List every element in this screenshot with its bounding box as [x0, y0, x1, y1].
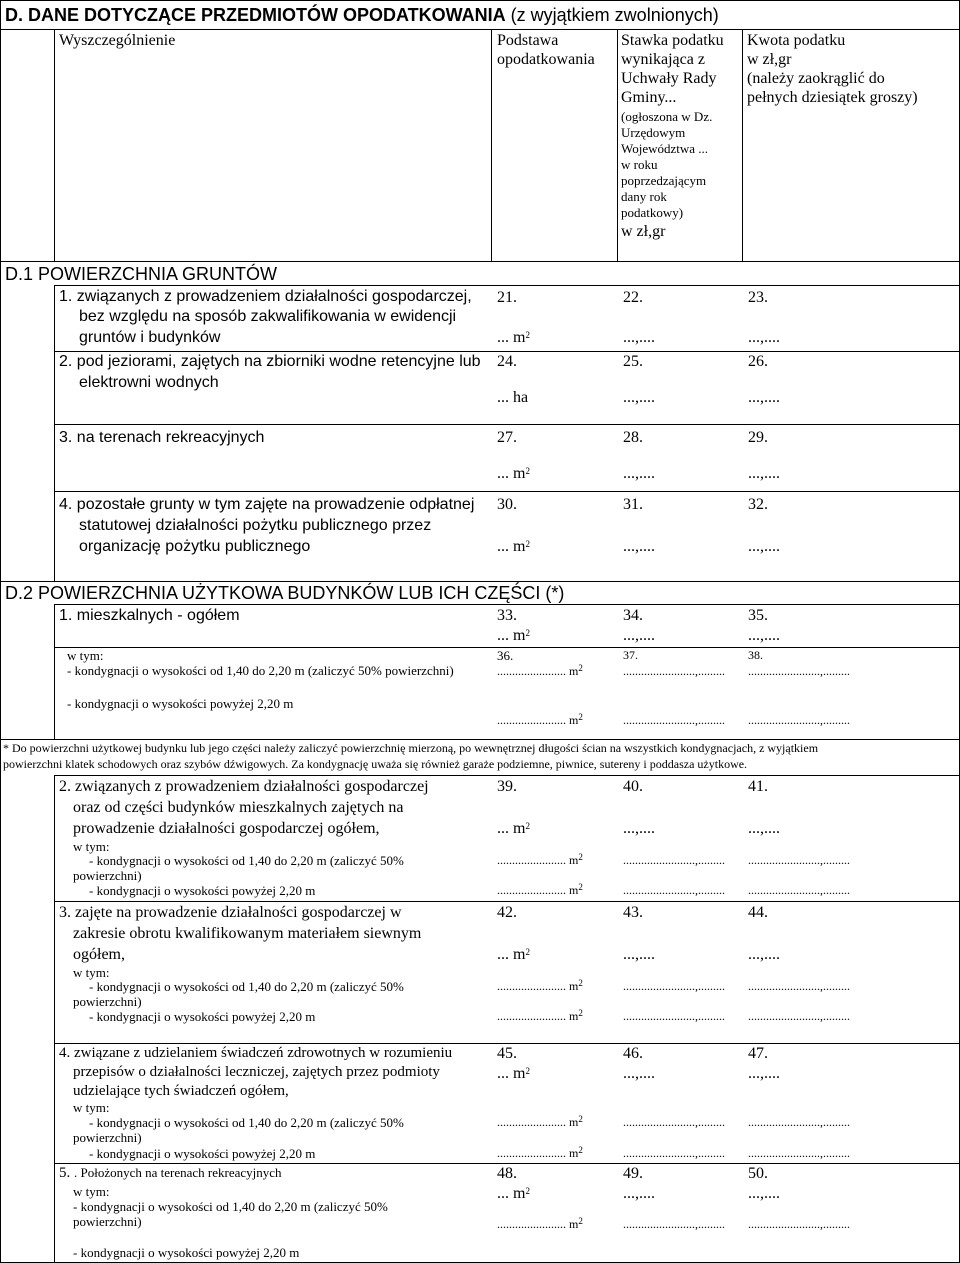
field-row1-k2-base[interactable]: ....................... $m^2$ — [497, 712, 583, 727]
d2-row1-label: 1. mieszkalnych - ogółem — [59, 607, 240, 624]
divider — [1, 29, 959, 30]
divider — [54, 351, 959, 352]
field-26-label: 26. — [748, 353, 768, 370]
header-rate-2: wynikająca z — [621, 51, 705, 68]
header-rate-note-6: dany rok — [621, 189, 667, 204]
field-21-input[interactable]: ... $m^2$ — [497, 329, 530, 346]
d2-row4-wtym: w tym: — [73, 1100, 110, 1115]
field-row2-k2-amount[interactable]: ........................,......... — [748, 883, 850, 897]
field-40-input[interactable]: ...,.... — [623, 820, 655, 837]
field-33-label: 33. — [497, 607, 517, 624]
header-description: Wyszczególnienie — [59, 32, 176, 49]
d2-row1-wtym: w tym: — [67, 648, 104, 663]
field-22-label: 22. — [623, 289, 643, 306]
field-35-label: 35. — [748, 607, 768, 624]
divider — [742, 29, 743, 261]
d2-row2-k2: - kondygnacji o wysokości powyżej 2,20 m — [89, 883, 316, 898]
field-row4-k2-rate[interactable]: ........................,......... — [623, 1146, 725, 1160]
d2-row1-k2: - kondygnacji o wysokości powyżej 2,20 m — [67, 696, 294, 711]
divider — [491, 29, 492, 261]
d2-row2-line3: prowadzenie działalności gospodarczej ogółem, — [73, 820, 380, 837]
field-37-input[interactable]: ........................,......... — [623, 664, 725, 678]
d2-row2-line1: 2. związanych z prowadzeniem działalności gospodarczej — [59, 778, 429, 795]
field-row3-k1-amount[interactable]: ........................,......... — [748, 979, 850, 993]
field-44-label: 44. — [748, 904, 768, 921]
field-38-input[interactable]: ........................,......... — [748, 664, 850, 678]
section-title-bold: D. DANE DOTYCZĄCE PRZEDMIOTÓW OPODATKOWANIA — [5, 5, 506, 25]
d2-title: D.2 POWIERZCHNIA UŻYTKOWA BUDYNKÓW LUB ICH CZĘŚCI (*) — [5, 583, 565, 603]
d2-row3-line3: ogółem, — [73, 946, 125, 963]
header-tax-base-2: opodatkowania — [497, 51, 595, 68]
d2-row5-k1b: powierzchni) — [73, 1214, 142, 1229]
field-30-input[interactable]: ... $m^2$ — [497, 538, 530, 555]
field-row5-k1-amount[interactable]: ........................,......... — [748, 1217, 850, 1231]
section-title-rest: (z wyjątkiem zwolnionych) — [510, 5, 719, 25]
d2-row5-k1a: - kondygnacji o wysokości od 1,40 do 2,20 m (zaliczyć 50% — [73, 1199, 388, 1214]
field-42-label: 42. — [497, 904, 517, 921]
d2-row3-k1a: - kondygnacji o wysokości od 1,40 do 2,20 m (zaliczyć 50% — [89, 979, 404, 994]
field-28-input[interactable]: ...,.... — [623, 465, 655, 482]
field-37-label: 37. — [623, 648, 638, 662]
divider — [54, 491, 959, 492]
field-46-label: 46. — [623, 1045, 643, 1062]
d1-row4-line2: statutowej działalności pożytku publicznego przez — [79, 517, 432, 534]
header-amount-2: w zł,gr — [747, 51, 792, 68]
d2-row4-line2: przepisów o działalności leczniczej, zajętych przez podmioty — [73, 1064, 440, 1080]
header-tax-base-1: Podstawa — [497, 32, 559, 49]
field-row3-k1-rate[interactable]: ........................,......... — [623, 979, 725, 993]
field-49-input[interactable]: ...,.... — [623, 1185, 655, 1202]
d2-row4-k1a: - kondygnacji o wysokości od 1,40 do 2,20 m (zaliczyć 50% — [89, 1115, 404, 1130]
field-35-input[interactable]: ...,.... — [748, 627, 780, 644]
field-row4-k2-amount[interactable]: ........................,......... — [748, 1146, 850, 1160]
d2-row5-k2: - kondygnacji o wysokości powyżej 2,20 m — [73, 1245, 300, 1260]
d1-row3-line1: 3. na terenach rekreacyjnych — [59, 429, 265, 446]
d2-row4-line1: 4. związane z udzielaniem świadczeń zdrowotnych w rozumieniu — [59, 1045, 453, 1061]
field-49-label: 49. — [623, 1165, 643, 1182]
field-row4-k2-base[interactable]: ....................... $m^2$ — [497, 1145, 583, 1160]
header-rate-note-1: (ogłoszona w Dz. — [621, 109, 713, 124]
field-31-input[interactable]: ...,.... — [623, 538, 655, 555]
header-rate-note-7: podatkowy) — [621, 205, 684, 220]
divider — [54, 604, 55, 739]
field-39-input[interactable]: ... $m^2$ — [497, 820, 530, 837]
field-42-input[interactable]: ... $m^2$ — [497, 946, 530, 963]
field-47-label: 47. — [748, 1045, 768, 1062]
header-rate-note-5: poprzedzającym — [621, 173, 707, 188]
header-rate-3: Uchwały Rady — [621, 70, 717, 87]
header-rate-unit: w zł,gr — [621, 223, 666, 240]
d2-row3-k2: - kondygnacji o wysokości powyżej 2,20 m — [89, 1009, 316, 1024]
divider — [54, 604, 959, 605]
field-29-input[interactable]: ...,.... — [748, 465, 780, 482]
field-29-label: 29. — [748, 429, 768, 446]
field-50-input[interactable]: ...,.... — [748, 1185, 780, 1202]
field-row2-k1-rate[interactable]: ........................,......... — [623, 853, 725, 867]
divider — [54, 1043, 959, 1044]
field-43-label: 43. — [623, 904, 643, 921]
d2-row2-line2: oraz od części budynków mieszkalnych zajętych na — [73, 799, 404, 816]
field-46-input[interactable]: ...,.... — [623, 1065, 655, 1082]
field-row2-k2-base[interactable]: ....................... $m^2$ — [497, 882, 583, 897]
field-23-input[interactable]: ...,.... — [748, 329, 780, 346]
section-title — [5, 5, 719, 26]
field-34-label: 34. — [623, 607, 643, 624]
d2-row3-k1b: powierzchni) — [73, 994, 142, 1009]
d2-row4-line3: udzielające tych świadczeń ogółem, — [73, 1083, 289, 1099]
field-25-label: 25. — [623, 353, 643, 370]
field-41-label: 41. — [748, 778, 768, 795]
field-27-label: 27. — [497, 429, 517, 446]
field-row3-k1-base[interactable]: ....................... $m^2$ — [497, 978, 583, 993]
header-rate-note-3: Województwa ... — [621, 141, 709, 156]
field-row3-k2-rate[interactable]: ........................,......... — [623, 1009, 725, 1023]
field-22-input[interactable]: ...,.... — [623, 329, 655, 346]
divider — [54, 1163, 959, 1164]
d2-row3-line2: zakresie obrotu kwalifikowanym materiałem siewnym — [73, 925, 422, 942]
field-44-input[interactable]: ...,.... — [748, 946, 780, 963]
d1-row4-line1: 4. pozostałe grunty w tym zajęte na prowadzenie odpłatnej — [59, 496, 475, 513]
d2-row3-wtym: w tym: — [73, 965, 110, 980]
header-amount-4: pełnych dziesiątek groszy) — [747, 89, 918, 106]
field-32-label: 32. — [748, 496, 768, 513]
divider — [1, 261, 959, 262]
field-40-label: 40. — [623, 778, 643, 795]
field-32-input[interactable]: ...,.... — [748, 538, 780, 555]
d1-row2-line2: elektrowni wodnych — [79, 374, 219, 391]
field-43-input[interactable]: ...,.... — [623, 946, 655, 963]
field-row1-k2-amount[interactable]: ........................,......... — [748, 713, 850, 727]
field-34-input[interactable]: ...,.... — [623, 627, 655, 644]
d1-row1-line1: 1. związanych z prowadzeniem działalności gospodarczej, — [59, 288, 472, 305]
d1-row1-line2: bez względu na sposób zakwalifikowania w ewidencji — [79, 308, 457, 325]
field-25-input[interactable]: ...,.... — [623, 389, 655, 406]
field-row4-k1-amount[interactable]: ........................,......... — [748, 1115, 850, 1129]
field-row1-k2-rate[interactable]: ........................,......... — [623, 713, 725, 727]
d2-row4-k1b: powierzchni) — [73, 1130, 142, 1145]
header-rate-4: Gminy... — [621, 89, 677, 106]
field-48-label: 48. — [497, 1165, 517, 1182]
field-row5-k1-base[interactable]: ....................... $m^2$ — [497, 1216, 583, 1231]
field-50-label: 50. — [748, 1165, 768, 1182]
header-amount-1: Kwota podatku — [747, 32, 846, 49]
d2-row2-k1a: - kondygnacji o wysokości od 1,40 do 2,20 m (zaliczyć 50% — [89, 853, 404, 868]
d2-row4-k2: - kondygnacji o wysokości powyżej 2,20 m — [89, 1146, 316, 1161]
divider — [54, 285, 959, 286]
field-36-input[interactable]: ....................... $m^2$ — [497, 663, 583, 678]
d1-row4-line3: organizację pożytku publicznego — [79, 538, 311, 555]
field-row2-k2-rate[interactable]: ........................,......... — [623, 883, 725, 897]
field-row4-k1-base[interactable]: ....................... $m^2$ — [497, 1114, 583, 1129]
field-26-input[interactable]: ...,.... — [748, 389, 780, 406]
field-23-label: 23. — [748, 289, 768, 306]
header-amount-3: (należy zaokrąglić do — [747, 70, 885, 87]
field-27-input[interactable]: ... $m^2$ — [497, 465, 530, 482]
d2-row2-wtym: w tym: — [73, 839, 110, 854]
divider — [54, 424, 959, 425]
field-row4-k1-rate[interactable]: ........................,......... — [623, 1115, 725, 1129]
footnote-line2: powierzchni klatek schodowych oraz szybów dźwigowych. Za kondygnację uważa się również garaże podziemne, piwnice, sutereny i poddasza użytkowe. — [3, 757, 748, 771]
d2-row3-line1: 3. zajęte na prowadzenie działalności gospodarczej w — [59, 904, 402, 921]
field-48-input[interactable]: ... $m^2$ — [497, 1185, 530, 1202]
divider — [54, 285, 55, 581]
d2-row1-k1: - kondygnacji o wysokości od 1,40 do 2,20 m (zaliczyć 50% powierzchni) — [67, 663, 454, 678]
d1-title: D.1 POWIERZCHNIA GRUNTÓW — [5, 264, 278, 284]
d1-row1-line3: gruntów i budynków — [79, 329, 221, 346]
field-row2-k1-base[interactable]: ....................... $m^2$ — [497, 852, 583, 867]
field-38-label: 38. — [748, 648, 763, 662]
field-36-label: 36. — [497, 648, 514, 663]
d1-row2-line1: 2. pod jeziorami, zajętych na zbiorniki wodne retencyjne lub — [59, 353, 481, 370]
divider — [617, 29, 618, 261]
divider — [54, 29, 55, 261]
divider — [54, 901, 959, 902]
field-41-input[interactable]: ...,.... — [748, 820, 780, 837]
field-30-label: 30. — [497, 496, 517, 513]
d2-row2-k1b: powierzchni) — [73, 868, 142, 883]
field-28-label: 28. — [623, 429, 643, 446]
field-24-label: 24. — [497, 353, 517, 370]
field-row5-k1-rate[interactable]: ........................,......... — [623, 1217, 725, 1231]
field-45-input[interactable]: ... $m^2$ — [497, 1065, 530, 1082]
field-33-input[interactable]: ... $m^2$ — [497, 627, 530, 644]
d2-row5-line1: 5. . Położonych na terenach rekreacyjnych — [59, 1165, 282, 1181]
header-rate-note-4: w roku — [621, 157, 658, 172]
header-rate-note-2: Urzędowym — [621, 125, 686, 140]
header-rate-1: Stawka podatku — [621, 32, 724, 49]
footnote-line1: * Do powierzchni użytkowej budynku lub jego części należy zaliczyć powierzchnię mierzoną, po wewnętrznej długości ścian na wszystkich kondygnacjach, z wyjątkiem — [3, 741, 819, 755]
divider — [54, 775, 959, 776]
field-21-label: 21. — [497, 289, 517, 306]
field-row3-k2-amount[interactable]: ........................,......... — [748, 1009, 850, 1023]
field-39-label: 39. — [497, 778, 517, 795]
divider — [1, 581, 959, 582]
field-row3-k2-base[interactable]: ....................... $m^2$ — [497, 1008, 583, 1023]
divider — [1, 739, 959, 740]
field-47-input[interactable]: ...,.... — [748, 1065, 780, 1082]
divider — [54, 775, 55, 1262]
field-45-label: 45. — [497, 1045, 517, 1062]
d2-row5-wtym: w tym: — [73, 1184, 110, 1199]
field-31-label: 31. — [623, 496, 643, 513]
field-row2-k1-amount[interactable]: ........................,......... — [748, 853, 850, 867]
field-24-input[interactable]: ... ha — [497, 389, 529, 406]
